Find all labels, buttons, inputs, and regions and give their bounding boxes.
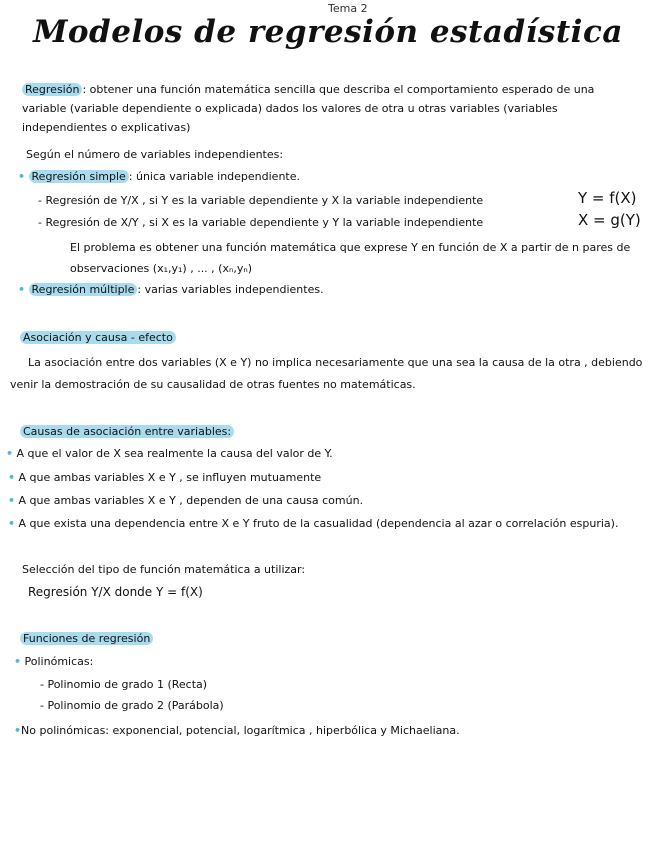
functions-heading-text: Funciones de regresión	[20, 632, 153, 645]
polynomial-item: - Polinomio de grado 2 (Parábola)	[40, 699, 224, 712]
nonpolynomial-text: No polinómicas: exponencial, potencial, logarítmica , hiperbólica y Michaeliana.	[21, 724, 460, 737]
regression-definition	[22, 80, 634, 137]
causes-heading	[20, 425, 234, 439]
page-title: Modelos de regresión estadística	[33, 14, 623, 50]
multiple-regression-term: Regresión múltiple	[29, 283, 138, 296]
bullet-icon: •	[8, 494, 16, 507]
polynomial-label	[14, 655, 93, 669]
simple-regression-term: Regresión simple	[29, 170, 129, 183]
simple-regression-line	[18, 170, 300, 184]
polynomial-item: - Polinomio de grado 1 (Recta)	[40, 678, 208, 691]
bullet-icon: •	[8, 471, 16, 484]
multiple-regression-desc: : varias variables independientes.	[137, 283, 324, 296]
bullet-icon: •	[14, 724, 22, 737]
causes-heading-text: Causas de asociación entre variables:	[20, 425, 234, 438]
topic-label: Tema 2	[328, 2, 368, 15]
regression-definition-text: : obtener una función matemática sencilla que describa el comportamiento esperado de una variable (variable dependiente o explicada) dados los valores de otra u otras variables (variables independientes o explicativas)	[22, 83, 595, 134]
association-heading	[20, 331, 176, 345]
selection-line: Selección del tipo de función matemática a utilizar:	[22, 563, 306, 576]
cause-item-text: A que ambas variables X e Y , dependen de una causa común.	[18, 494, 364, 507]
bullet-icon: •	[14, 655, 22, 668]
multiple-regression-line	[18, 283, 324, 297]
bullet-icon: •	[18, 170, 26, 183]
bullet-icon: •	[18, 283, 26, 296]
functions-heading	[20, 632, 153, 646]
polynomial-label-text: Polinómicas:	[24, 655, 94, 668]
cause-item	[8, 494, 363, 508]
by-vars-heading: Según el número de variables independientes:	[26, 148, 284, 161]
problem-statement: El problema es obtener una función matemática que exprese Y en función de X a partir de n pares de observaciones (x₁,y₁) , ... , (xₙ,yₙ)	[70, 241, 631, 275]
selection-formula: Regresión Y/X donde Y = f(X)	[28, 585, 203, 599]
sub-regression-yx: - Regresión de Y/X , si Y es la variable dependiente y X la variable independiente	[38, 194, 484, 207]
cause-item-text: A que exista una dependencia entre X e Y fruto de la casualidad (dependencia al azar o correlación espuria).	[18, 517, 619, 530]
formula-y-fx: Y = f(X)	[578, 189, 637, 207]
association-text: La asociación entre dos variables (X e Y) no implica necesariamente que una sea la causa de la otra , debiendo venir la demostración de su causalidad de otras fuentes no matemáticas.	[10, 356, 643, 391]
cause-item-text: A que el valor de X sea realmente la causa del valor de Y.	[16, 447, 333, 460]
sub-regression-xy: - Regresión de X/Y , si X es la variable dependiente y Y la variable independiente	[38, 216, 484, 229]
cause-item	[8, 471, 321, 485]
nonpolynomial-line	[14, 724, 460, 738]
simple-regression-desc: : única variable independiente.	[128, 170, 300, 183]
bullet-icon: •	[8, 517, 16, 530]
association-heading-text: Asociación y causa - efecto	[20, 331, 176, 344]
bullet-icon: •	[6, 447, 14, 460]
cause-item	[8, 517, 618, 531]
regression-term: Regresión	[22, 83, 82, 96]
cause-item-text: A que ambas variables X e Y , se influyen mutuamente	[18, 471, 322, 484]
cause-item	[6, 447, 333, 461]
formula-x-gy: X = g(Y)	[578, 211, 641, 229]
